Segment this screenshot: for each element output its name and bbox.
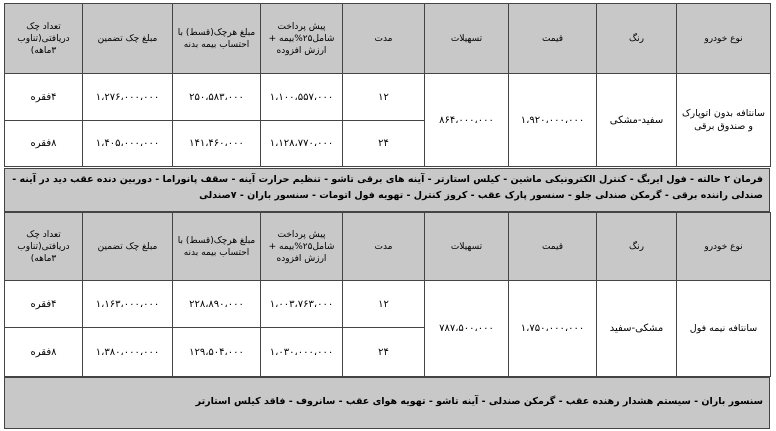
- header-cheque-count: تعداد چک دریافتی(تناوب ۳ماهه): [5, 213, 83, 281]
- price-table-2: [4, 212, 771, 377]
- installment-cell: ۲۲۸،۸۹۰،۰۰۰: [173, 281, 261, 328]
- header-facility: تسهیلات: [425, 213, 509, 281]
- guarantee-cell: ۱،۴۰۵،۰۰۰،۰۰۰: [83, 121, 173, 167]
- header-model: نوع خودرو: [677, 4, 771, 74]
- model-name: سانتافه بدون اتوپارک و صندوق برقی: [677, 74, 771, 167]
- model-color: سفید-مشکی: [597, 74, 677, 167]
- model-name: سانتافه نیمه فول: [677, 281, 771, 377]
- header-row: [5, 213, 771, 281]
- model-facility: ۸۶۴،۰۰۰،۰۰۰: [425, 74, 509, 167]
- header-price: قیمت: [509, 213, 597, 281]
- header-guarantee: مبلغ چک تضمین: [83, 213, 173, 281]
- header-term: مدت: [343, 4, 425, 74]
- header-installment: مبلغ هرچک(قسط) با احتساب بیمه بدنه: [173, 213, 261, 281]
- header-cheque-count: تعداد چک دریافتی(تناوب ۳ماهه): [5, 4, 83, 74]
- down-payment-cell: ۱،۱۰۰،۵۵۷،۰۰۰: [261, 74, 343, 121]
- installment-cell: ۲۵۰،۵۸۳،۰۰۰: [173, 74, 261, 121]
- header-installment: مبلغ هرچک(قسط) با احتساب بیمه بدنه: [173, 4, 261, 74]
- model-color: مشکی-سفید: [597, 281, 677, 377]
- header-color: رنگ: [597, 4, 677, 74]
- guarantee-cell: ۱،۳۸۰،۰۰۰،۰۰۰: [83, 328, 173, 377]
- table-row: [5, 281, 771, 328]
- price-table-1: [4, 3, 771, 167]
- cheque-count-cell: ۸فقره: [5, 121, 83, 167]
- installment-cell: ۱۲۹،۵۰۴،۰۰۰: [173, 328, 261, 377]
- cheque-count-cell: ۸فقره: [5, 328, 83, 377]
- down-payment-cell: ۱،۰۰۳،۷۶۳،۰۰۰: [261, 281, 343, 328]
- down-payment-cell: ۱،۰۳۰،۰۰۰،۰۰۰: [261, 328, 343, 377]
- model-facility: ۷۸۷،۵۰۰،۰۰۰: [425, 281, 509, 377]
- header-model: نوع خودرو: [677, 213, 771, 281]
- header-facility: تسهیلات: [425, 4, 509, 74]
- term-cell: ۱۲: [343, 281, 425, 328]
- term-cell: ۱۲: [343, 74, 425, 121]
- table-row: [5, 74, 771, 121]
- header-row: [5, 4, 771, 74]
- header-term: مدت: [343, 213, 425, 281]
- cheque-count-cell: ۴فقره: [5, 281, 83, 328]
- down-payment-cell: ۱،۱۲۸،۷۷۰،۰۰۰: [261, 121, 343, 167]
- header-guarantee: مبلغ چک تضمین: [83, 4, 173, 74]
- guarantee-cell: ۱،۲۷۶،۰۰۰،۰۰۰: [83, 74, 173, 121]
- header-down-payment: پیش پرداخت شامل۲۵%بیمه + ارزش افزوده: [261, 213, 343, 281]
- installment-cell: ۱۴۱،۴۶۰،۰۰۰: [173, 121, 261, 167]
- header-price: قیمت: [509, 4, 597, 74]
- header-color: رنگ: [597, 213, 677, 281]
- model-price: ۱،۹۲۰،۰۰۰،۰۰۰: [509, 74, 597, 167]
- term-cell: ۲۴: [343, 328, 425, 377]
- guarantee-cell: ۱،۱۶۳،۰۰۰،۰۰۰: [83, 281, 173, 328]
- term-cell: ۲۴: [343, 121, 425, 167]
- features-band-1: فرمان ۲ حالته - فول ایربگ - کنترل الکترونیکی ماشین - کیلس استارتر - آینه های برقی تاشو - تنظیم حرارت آینه - سقف پانوراما - دوربین دنده عقب دید در آینه - صندلی راننده برقی - گرمکن صندلی جلو - سنسور پارک عقب - کروز کنترل - تهویه فول اتومات - سنسور باران - ۷صندلی: [4, 168, 770, 212]
- header-down-payment: پیش پرداخت شامل۲۵%بیمه + ارزش افزوده: [261, 4, 343, 74]
- cheque-count-cell: ۴فقره: [5, 74, 83, 121]
- features-band-2: سنسور باران - سیستم هشدار رهنده عقب - گرمکن صندلی - آینه تاشو - تهویه هوای عقب - سانروف - فاقد کیلس استارتر: [4, 377, 770, 429]
- model-price: ۱،۷۵۰،۰۰۰،۰۰۰: [509, 281, 597, 377]
